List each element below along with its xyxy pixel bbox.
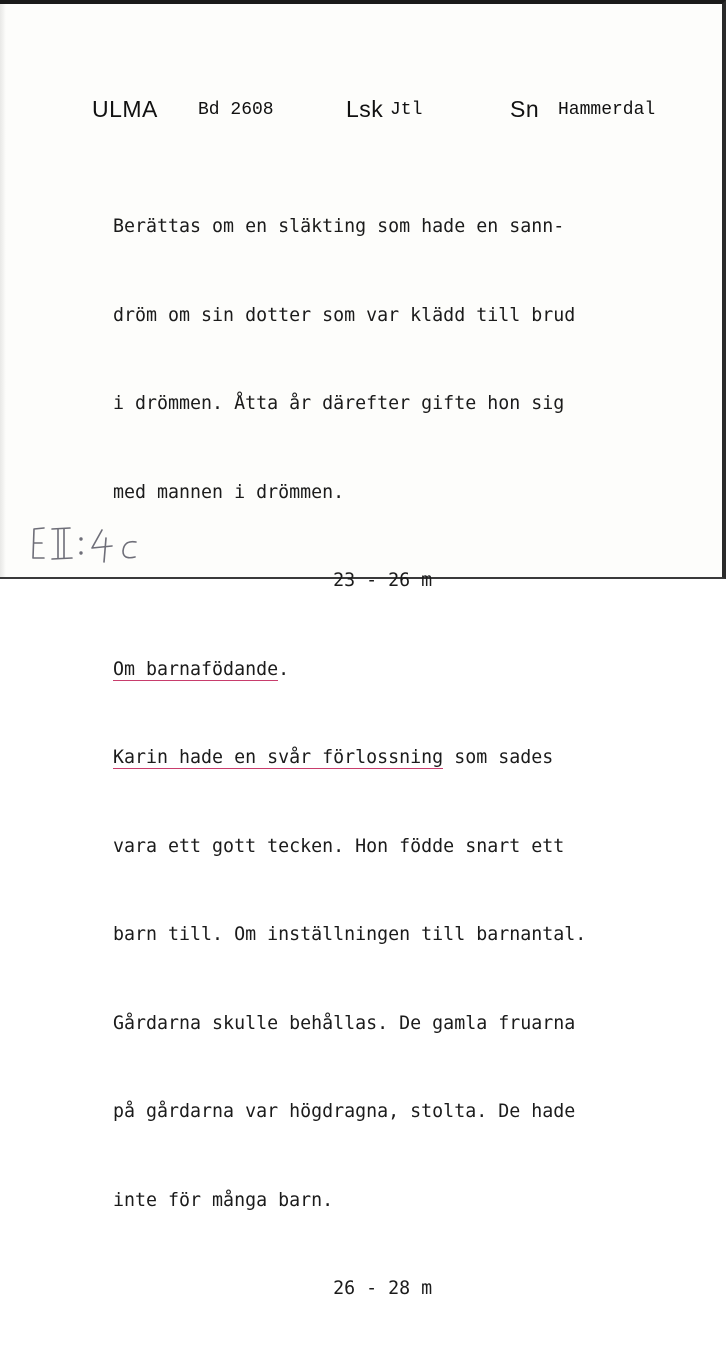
lsk-label: Lsk [346,96,384,122]
lsk-value: Jtl [390,100,423,120]
text-line [113,743,586,773]
sn-label: Sn [510,96,540,122]
text-line: vara ett gott tecken. Hon födde snart ett [113,835,565,857]
underlined-heading: Om barnafödande [113,658,279,680]
text-line: Berättas om en släkting som hade en sann- [113,216,565,237]
line-rest: som sades [443,747,554,768]
record-text [113,153,586,1363]
text-line: i drömmen. Åtta år därefter gifte hon sig [113,393,565,414]
text-line: Gårdarna skulle behållas. De gamla fruarna [113,1012,576,1034]
text-line: inte för många barn. [113,1189,334,1211]
text-line: med mannen i drömmen. [113,481,345,503]
section-heading-line [113,655,586,685]
handwritten-signum [30,522,180,566]
bd-number: Bd 2608 [198,100,274,120]
heading-punct: . [278,658,290,680]
page-reference: 26 - 28 m [113,1278,433,1299]
ulma-label: ULMA [92,96,158,122]
text-line: barn till. Om inställningen till barnantal. [113,924,587,945]
text-line: dröm om sin dotter som var klädd till brud [113,304,576,326]
sn-value: Hammerdal [558,100,656,120]
text-line: på gårdarna var högdragna, stolta. De hade [113,1101,576,1122]
page-reference: 23 - 26 m [113,570,433,591]
underlined-phrase: Karin hade en svår förlossning [113,747,444,768]
